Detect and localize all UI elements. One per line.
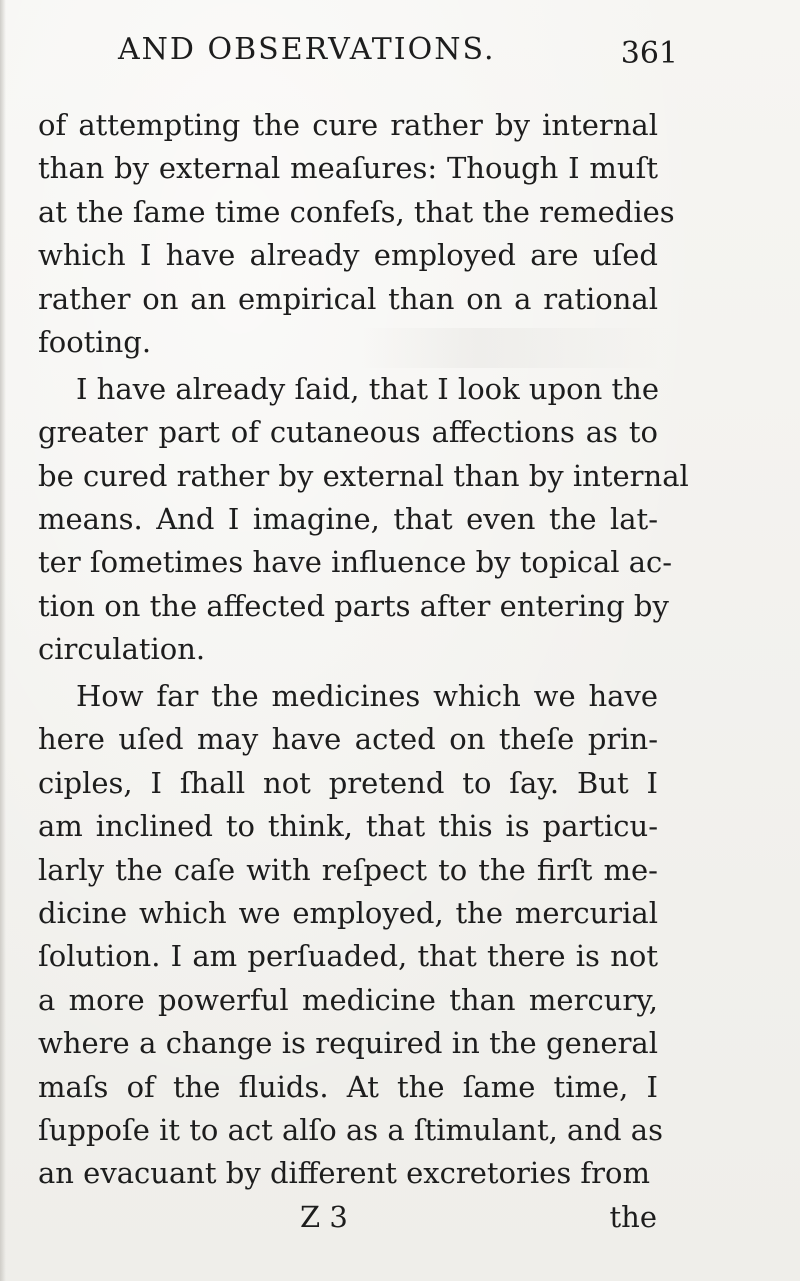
text-line: ſolution. I am perſuaded, that there is not [38, 939, 658, 974]
text-line: How far the medicines which we have [76, 679, 658, 714]
text-line: maſs of the fluids. At the ſame time, I [38, 1069, 658, 1104]
page-number: 361 [620, 36, 678, 71]
text-line: which I have already employed are uſed [38, 238, 658, 273]
running-head [118, 32, 678, 76]
text-line: dicine which we employed, the mercurial [38, 896, 658, 931]
text-line: means. And I imagine, that even the lat- [38, 502, 658, 537]
footer-catchline [300, 1200, 657, 1244]
signature-mark: Z 3 [300, 1200, 348, 1234]
paragraph [38, 368, 689, 672]
text-line: am inclined to think, that this is particu- [38, 809, 658, 844]
text-line: ter ſometimes have influence by topical ac- [38, 545, 673, 580]
text-line: an evacuant by different excretories from [38, 1156, 650, 1191]
text-line: larly the caſe with reſpect to the firſt me- [38, 852, 658, 887]
text-line: footing. [38, 324, 152, 359]
text-line: I have already ſaid, that I look upon the [76, 371, 659, 406]
paragraph [38, 104, 675, 364]
catchword: the [609, 1200, 657, 1234]
text-line: a more powerful medicine than mercury, [38, 982, 658, 1017]
running-head-title: AND OBSERVATIONS. [118, 32, 496, 67]
text-line: where a change is required in the general [38, 1026, 658, 1061]
text-line: greater part of cutaneous affections as to [38, 415, 658, 450]
text-line: than by external meaſures: Though I muſt [38, 151, 658, 186]
text-line: of attempting the cure rather by internal [38, 108, 658, 142]
text-line: here uſed may have acted on theſe prin- [38, 722, 658, 757]
text-line: be cured rather by external than by internal [38, 458, 689, 493]
paragraph [38, 675, 663, 1196]
text-line: ſuppoſe it to act alſo as a ſtimulant, and as [38, 1112, 663, 1147]
text-line: at the ſame time confeſs, that the remedies [38, 194, 675, 229]
text-line: ciples, I ſhall not pretend to ſay. But I [38, 765, 658, 800]
text-line: rather on an empirical than on a rational [38, 281, 658, 316]
text-line: tion on the affected parts after entering by [38, 588, 669, 623]
page-gutter-shadow [0, 0, 6, 1281]
body-text [38, 104, 689, 1196]
text-line: circulation. [38, 632, 206, 667]
